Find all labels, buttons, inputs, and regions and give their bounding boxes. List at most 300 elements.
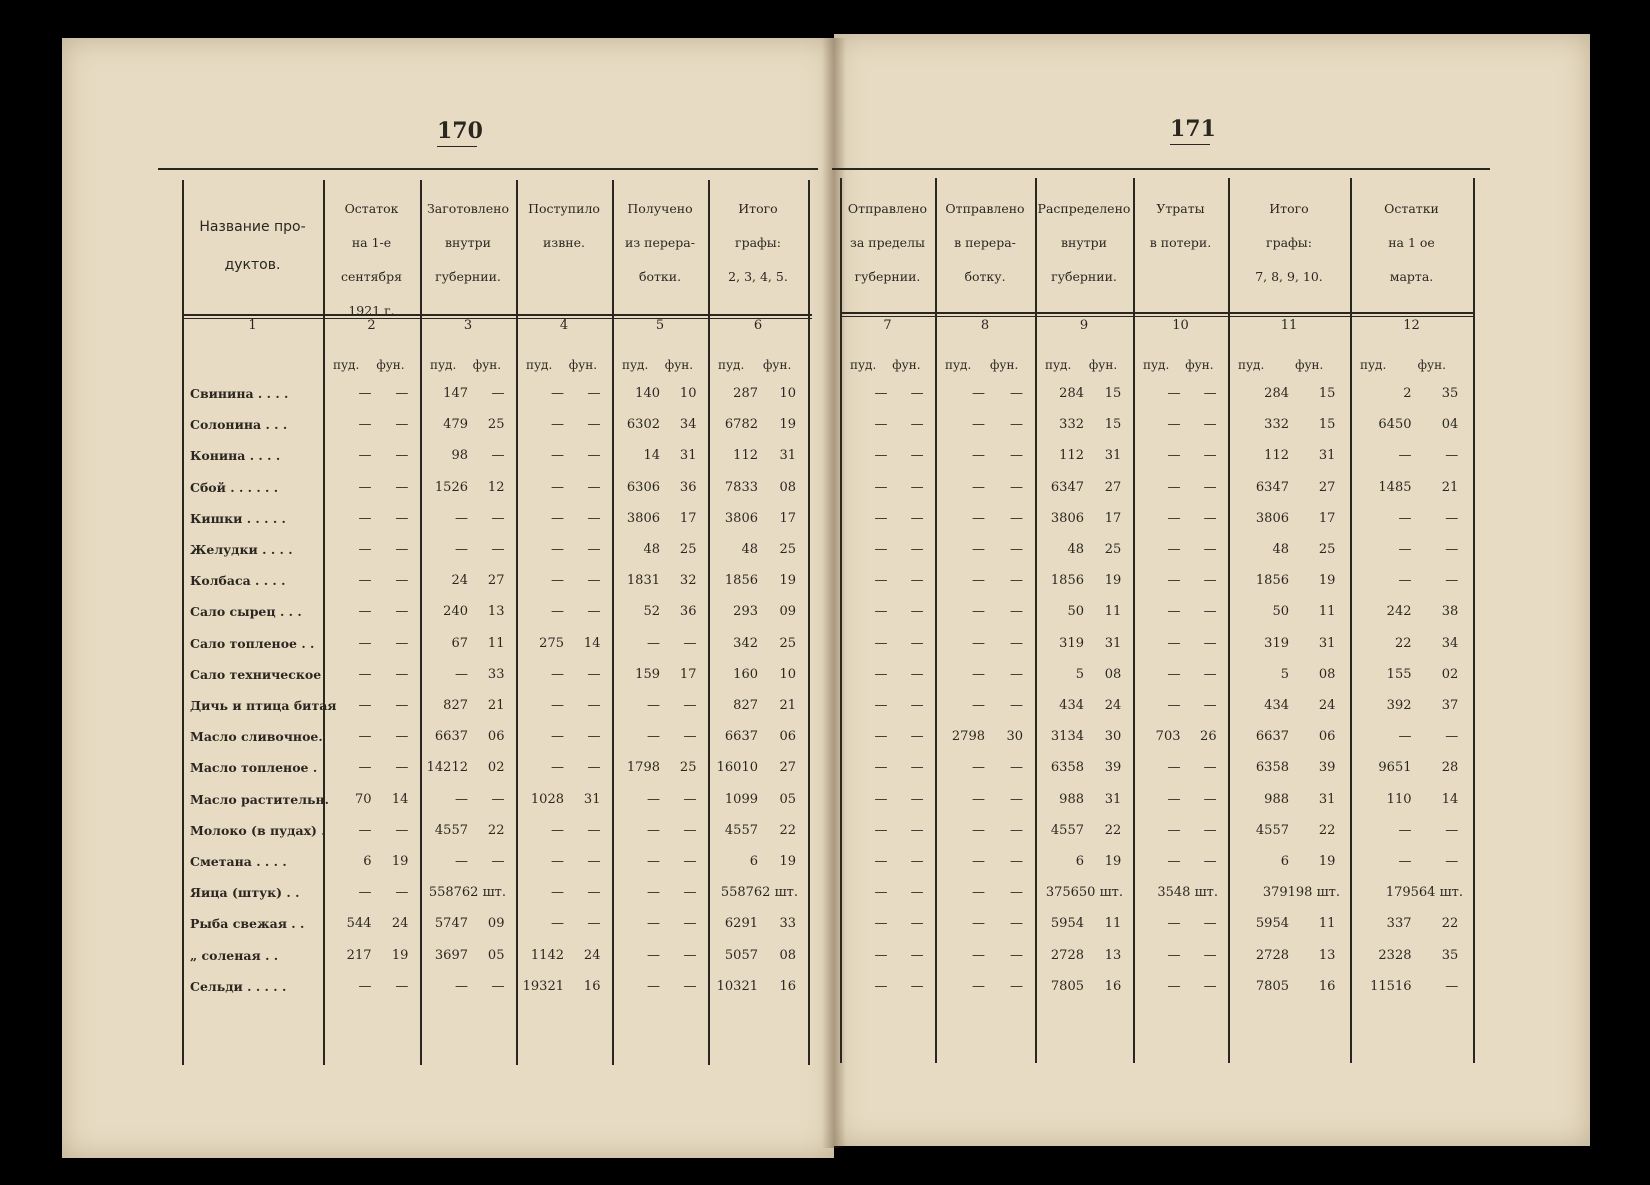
- column-rule-left-6: [808, 180, 810, 1065]
- cell-pud: —: [1167, 698, 1181, 713]
- cell-fun: —: [910, 386, 924, 401]
- cell-pud: 50: [1067, 604, 1084, 620]
- cell-fun: 34: [1441, 635, 1459, 651]
- cell-pud: 6347: [1255, 479, 1289, 495]
- cell-fun: —: [1445, 729, 1459, 745]
- cell-fun: 25: [779, 635, 796, 651]
- cell-pud: —: [972, 666, 985, 682]
- cell-fun: 24: [391, 916, 409, 932]
- cell-pud: 275: [539, 635, 564, 651]
- cell-fun: —: [587, 854, 601, 869]
- cell-fun: —: [1203, 791, 1217, 807]
- cell-fun: 35: [1441, 947, 1459, 963]
- cell-fun: —: [1010, 916, 1023, 932]
- cell-fun: 39: [1104, 760, 1122, 776]
- cell-pud: —: [972, 635, 985, 651]
- cell-pud: —: [1398, 448, 1412, 464]
- cell-pud: 112: [1059, 448, 1084, 464]
- cell-pud: —: [647, 635, 660, 651]
- cell-pud: —: [972, 947, 985, 963]
- cell-pud: —: [455, 854, 468, 869]
- cell-pud: 112: [733, 448, 758, 464]
- cell-pud: 6637: [1255, 729, 1289, 745]
- cell-pud: 217: [346, 947, 372, 963]
- cell-pud: 9651: [1378, 760, 1412, 776]
- cell-pud: —: [874, 698, 888, 713]
- cell-pud: —: [1167, 510, 1181, 526]
- cell-pud: 1831: [626, 573, 660, 589]
- cell-pud: 3806: [1255, 510, 1289, 526]
- cell-pud: —: [551, 417, 564, 433]
- cell-pud: 155: [1386, 666, 1412, 682]
- column-header-4: Поступило извне.: [528, 201, 600, 250]
- cell-fun: —: [1010, 760, 1023, 776]
- cell-pud: —: [1398, 729, 1412, 745]
- cell-pud: 147: [443, 386, 468, 401]
- cell-pud: —: [874, 666, 888, 682]
- cell-fun: 06: [1318, 729, 1336, 745]
- cell-fun: —: [1010, 822, 1023, 838]
- product-name: Масло растительн.: [190, 791, 330, 807]
- cell-pud: —: [358, 698, 372, 713]
- cell-pud: 5954: [1255, 916, 1289, 932]
- product-name: Колбаса . . . .: [190, 573, 286, 589]
- cell-pud: —: [972, 542, 985, 557]
- table-top-rule-left: [158, 168, 818, 170]
- cell-fun: —: [910, 510, 924, 526]
- column-number-12: 12: [1403, 318, 1420, 333]
- cell-pud: 1856: [724, 573, 758, 589]
- product-name: Сало техническое: [190, 666, 322, 682]
- cell-fun: 27: [1104, 479, 1122, 495]
- cell-fun: 19: [779, 417, 796, 433]
- cell-pud: 5: [1280, 666, 1289, 682]
- cell-fun: —: [1203, 448, 1217, 464]
- cell-fun: 19: [1104, 854, 1122, 869]
- cell-pud: —: [551, 916, 564, 932]
- cell-fun: —: [587, 698, 601, 713]
- cell-fun: —: [910, 729, 924, 745]
- cell-fun: 17: [679, 666, 697, 682]
- cell-pud: —: [551, 698, 564, 713]
- cell-fun: —: [683, 885, 697, 901]
- cell-fun: —: [1203, 386, 1217, 401]
- cell-pud: 6637: [434, 729, 468, 745]
- cell-pud: —: [874, 635, 888, 651]
- column-rule-left-2: [420, 180, 422, 1065]
- cell-pud: —: [551, 760, 564, 776]
- cell-pud: —: [972, 573, 985, 589]
- cell-pud: 5057: [724, 947, 758, 963]
- cell-fun: —: [587, 822, 601, 838]
- cell-pud: —: [358, 542, 372, 557]
- cell-fun: —: [1010, 791, 1023, 807]
- cell-pud: —: [647, 729, 660, 745]
- cell-fun: 19: [1318, 854, 1336, 869]
- cell-pud: —: [972, 760, 985, 776]
- table-top-rule-right: [832, 168, 1490, 170]
- cell-pud: 98: [451, 448, 468, 464]
- cell-pud: 827: [733, 698, 758, 713]
- cell-pud: —: [551, 542, 564, 557]
- product-name: Сельди . . . . .: [190, 978, 287, 994]
- cell-fun: —: [587, 573, 601, 589]
- cell-fun: —: [395, 978, 409, 994]
- cell-fun: —: [491, 542, 505, 557]
- cell-pud: 6: [363, 854, 372, 869]
- cell-fun: 22: [1104, 822, 1122, 838]
- unit-fun: фун.: [1185, 358, 1214, 372]
- cell-pud: 319: [1059, 635, 1084, 651]
- cell-fun: 31: [1318, 448, 1336, 464]
- unit-fun: фун.: [376, 358, 405, 372]
- column-rule-left-4: [612, 180, 614, 1065]
- cell-fun: —: [395, 417, 409, 433]
- cell-pud: 6291: [724, 916, 758, 932]
- cell-pud: —: [874, 573, 888, 589]
- product-name: Сбой . . . . . .: [190, 479, 279, 495]
- cell-pud: —: [1167, 604, 1181, 620]
- cell-fun: 33: [779, 916, 796, 932]
- cell-fun: —: [587, 760, 601, 776]
- cell-pud: —: [1167, 386, 1181, 401]
- column-number-10: 10: [1172, 318, 1189, 333]
- cell-pud: 52: [643, 604, 660, 620]
- cell-pud: —: [874, 854, 888, 869]
- cell-pud: —: [358, 604, 372, 620]
- cell-fun: 09: [487, 916, 505, 932]
- cell-pud: —: [551, 822, 564, 838]
- cell-pud: 337: [1386, 916, 1412, 932]
- page-number-right: 171: [1170, 116, 1216, 142]
- cell-pud: 50: [1272, 604, 1289, 620]
- cell-fun: —: [910, 542, 924, 557]
- cell-fun: —: [1203, 417, 1217, 433]
- column-rule-left-3: [516, 180, 518, 1065]
- cell-fun: 11: [1318, 916, 1336, 932]
- cell-pud: —: [874, 791, 888, 807]
- cell-fun: —: [1010, 479, 1023, 495]
- cell-fun: 31: [679, 448, 697, 464]
- cell-fun: 39: [1318, 760, 1336, 776]
- product-name: Солонина . . .: [190, 417, 288, 433]
- cell-fun: —: [683, 854, 697, 869]
- cell-fun: —: [910, 760, 924, 776]
- cell-fun: 12: [487, 479, 505, 495]
- cell-pud: —: [647, 698, 660, 713]
- unit-pud: пуд.: [850, 358, 877, 372]
- column-number-2: 2: [367, 318, 376, 333]
- cell-fun: 15: [1318, 417, 1336, 433]
- cell-fun: 05: [779, 791, 796, 807]
- cell-fun: 24: [1318, 698, 1336, 713]
- cell-pud: —: [874, 916, 888, 932]
- cell-pud: 1856: [1050, 573, 1084, 589]
- cell-pud: —: [972, 978, 985, 994]
- cell-fun: —: [395, 542, 409, 557]
- cell-fun: —: [910, 417, 924, 433]
- unit-pud: пуд.: [333, 358, 360, 372]
- header-bottom-rule-left: [182, 314, 812, 316]
- cell-pud: 988: [1264, 791, 1289, 807]
- cell-pud: —: [551, 666, 564, 682]
- cell-fun: —: [1010, 542, 1023, 557]
- cell-fun: —: [1203, 542, 1217, 557]
- cell-fun: 10: [779, 386, 796, 401]
- cell-pud: 2328: [1378, 947, 1412, 963]
- cell-pud: —: [972, 479, 985, 495]
- cell-fun: —: [1445, 542, 1459, 557]
- product-name: Масло топленое .: [190, 760, 318, 776]
- cell-fun: —: [1010, 573, 1023, 589]
- cell-fun: —: [395, 386, 409, 401]
- cell-value: 3548 шт.: [1157, 885, 1218, 901]
- column-number-9: 9: [1079, 318, 1089, 333]
- cell-fun: —: [1445, 510, 1459, 526]
- cell-pud: 284: [1264, 386, 1289, 401]
- cell-pud: 6358: [1050, 760, 1084, 776]
- cell-pud: 22: [1394, 635, 1412, 651]
- cell-pud: 1856: [1255, 573, 1289, 589]
- cell-fun: —: [491, 791, 505, 807]
- cell-fun: 16: [583, 978, 601, 994]
- cell-fun: —: [587, 479, 601, 495]
- cell-fun: 15: [1104, 417, 1122, 433]
- cell-fun: 28: [1441, 760, 1459, 776]
- cell-pud: —: [972, 822, 985, 838]
- cell-fun: —: [910, 822, 924, 838]
- cell-fun: —: [910, 573, 924, 589]
- cell-pud: —: [358, 479, 372, 495]
- cell-fun: 02: [487, 760, 505, 776]
- cell-value: 375650 шт.: [1045, 885, 1123, 901]
- cell-pud: —: [874, 947, 888, 963]
- cell-pud: 319: [1264, 635, 1289, 651]
- cell-fun: 08: [779, 947, 796, 963]
- cell-value: 558762 шт.: [428, 885, 506, 901]
- cell-fun: 17: [779, 510, 796, 526]
- cell-pud: —: [972, 916, 985, 932]
- cell-fun: —: [683, 791, 697, 807]
- cell-fun: 17: [1318, 510, 1336, 526]
- cell-pud: —: [455, 978, 468, 994]
- cell-fun: 14: [391, 791, 409, 807]
- cell-fun: 19: [391, 854, 409, 869]
- cell-fun: —: [395, 510, 409, 526]
- cell-fun: 25: [779, 542, 796, 557]
- product-name: Дичь и птица битая: [190, 698, 337, 713]
- cell-fun: 02: [1441, 666, 1459, 682]
- cell-pud: 3134: [1050, 729, 1084, 745]
- unit-pud: пуд.: [1143, 358, 1170, 372]
- cell-fun: —: [1203, 760, 1217, 776]
- cell-fun: 32: [679, 573, 697, 589]
- cell-fun: 14: [1441, 791, 1459, 807]
- cell-pud: —: [551, 510, 564, 526]
- cell-fun: 22: [779, 822, 796, 838]
- cell-fun: 16: [1104, 978, 1122, 994]
- unit-pud: пуд.: [1045, 358, 1072, 372]
- cell-fun: —: [395, 666, 409, 682]
- cell-fun: 11: [1104, 604, 1122, 620]
- cell-fun: 09: [779, 604, 796, 620]
- column-number-11: 11: [1280, 318, 1298, 333]
- cell-fun: —: [395, 760, 409, 776]
- cell-pud: 112: [1264, 448, 1289, 464]
- unit-fun: фун.: [763, 358, 792, 372]
- cell-pud: 6: [1280, 854, 1289, 869]
- cell-fun: —: [1203, 854, 1217, 869]
- column-header-8: Отправлено в перера- ботку.: [945, 201, 1025, 284]
- cell-pud: —: [1398, 542, 1412, 557]
- cell-fun: —: [910, 885, 924, 901]
- cell-pud: —: [551, 573, 564, 589]
- cell-pud: —: [358, 510, 372, 526]
- cell-pud: —: [1167, 666, 1181, 682]
- cell-fun: 11: [1318, 604, 1336, 620]
- cell-pud: —: [1167, 573, 1181, 589]
- cell-fun: 17: [679, 510, 697, 526]
- cell-fun: 04: [1441, 417, 1459, 433]
- cell-pud: —: [1167, 760, 1181, 776]
- cell-fun: 19: [1318, 573, 1336, 589]
- cell-pud: 48: [741, 542, 758, 557]
- cell-fun: —: [910, 479, 924, 495]
- cell-fun: —: [910, 698, 924, 713]
- cell-pud: —: [358, 978, 372, 994]
- unit-fun: фун.: [990, 358, 1019, 372]
- page-number-underline-right: [1170, 144, 1210, 145]
- cell-pud: —: [874, 604, 888, 620]
- cell-pud: 293: [733, 604, 758, 620]
- cell-pud: —: [455, 791, 468, 807]
- cell-fun: 22: [1441, 916, 1459, 932]
- page-number-left: 170: [437, 118, 483, 144]
- cell-pud: 827: [443, 698, 468, 713]
- cell-pud: 2: [1403, 386, 1412, 401]
- product-name: Сало топленое . .: [190, 635, 315, 651]
- cell-fun: —: [683, 978, 697, 994]
- cell-pud: —: [874, 417, 888, 433]
- cell-pud: 14212: [426, 760, 468, 776]
- unit-pud: пуд.: [1360, 358, 1387, 372]
- cell-fun: —: [491, 978, 505, 994]
- column-rule-right-6: [1473, 178, 1475, 1063]
- cell-fun: —: [395, 729, 409, 745]
- cell-fun: —: [1010, 448, 1023, 464]
- cell-fun: —: [1445, 822, 1459, 838]
- product-name: Сметана . . . .: [190, 854, 287, 869]
- cell-pud: 287: [733, 386, 758, 401]
- cell-pud: —: [551, 386, 564, 401]
- cell-fun: 10: [679, 386, 697, 401]
- cell-fun: 16: [1318, 978, 1336, 994]
- cell-pud: —: [551, 448, 564, 464]
- cell-fun: 13: [1318, 947, 1336, 963]
- cell-fun: —: [395, 604, 409, 620]
- cell-pud: 48: [1272, 542, 1289, 557]
- cell-pud: 3806: [724, 510, 758, 526]
- product-name: Желудки . . . .: [190, 542, 293, 557]
- cell-fun: 26: [1200, 729, 1217, 745]
- cell-pud: 332: [1059, 417, 1084, 433]
- cell-fun: 25: [679, 542, 697, 557]
- cell-pud: —: [551, 604, 564, 620]
- cell-pud: 6347: [1050, 479, 1084, 495]
- cell-pud: —: [874, 510, 888, 526]
- cell-fun: 38: [1441, 604, 1459, 620]
- cell-pud: 2728: [1050, 947, 1084, 963]
- cell-fun: 05: [487, 947, 505, 963]
- cell-pud: —: [874, 448, 888, 464]
- cell-fun: —: [491, 448, 505, 464]
- cell-pud: —: [647, 947, 660, 963]
- cell-pud: —: [972, 791, 985, 807]
- cell-pud: —: [358, 729, 372, 745]
- cell-fun: 25: [1318, 542, 1336, 557]
- cell-fun: 19: [391, 947, 409, 963]
- cell-pud: —: [1167, 448, 1181, 464]
- unit-fun: фун.: [892, 358, 921, 372]
- cell-pud: 24: [451, 573, 468, 589]
- cell-fun: —: [587, 916, 601, 932]
- cell-fun: —: [683, 822, 697, 838]
- cell-pud: —: [874, 885, 888, 901]
- cell-fun: —: [910, 448, 924, 464]
- product-name: Яица (штук) . .: [190, 885, 300, 901]
- cell-pud: —: [1398, 822, 1412, 838]
- cell-pud: 4557: [724, 822, 758, 838]
- column-number-4: 4: [559, 318, 569, 333]
- column-header-1: Название про- дуктов.: [199, 219, 306, 273]
- unit-fun: фун.: [664, 358, 694, 372]
- cell-pud: 284: [1059, 386, 1084, 401]
- cell-pud: 48: [643, 542, 660, 557]
- cell-pud: —: [874, 822, 888, 838]
- cell-fun: 21: [1441, 479, 1459, 495]
- cell-pud: —: [972, 510, 985, 526]
- cell-value: 379198 шт.: [1262, 885, 1340, 901]
- cell-fun: 37: [1441, 698, 1459, 713]
- cell-fun: —: [1203, 479, 1217, 495]
- cell-fun: —: [587, 666, 601, 682]
- cell-fun: 06: [487, 729, 505, 745]
- cell-fun: —: [395, 822, 409, 838]
- cell-pud: 3806: [1050, 510, 1084, 526]
- cell-fun: —: [1203, 916, 1217, 932]
- cell-pud: —: [972, 885, 985, 901]
- cell-pud: 67: [451, 635, 468, 651]
- page-number-underline-left: [437, 146, 477, 147]
- unit-pud: пуд.: [526, 358, 553, 372]
- cell-fun: 17: [1104, 510, 1122, 526]
- column-number-1: 1: [248, 318, 257, 333]
- cell-pud: —: [972, 854, 985, 869]
- cell-pud: —: [551, 854, 564, 869]
- cell-fun: —: [910, 947, 924, 963]
- cell-pud: —: [1167, 479, 1181, 495]
- cell-fun: 31: [1104, 635, 1122, 651]
- cell-pud: 10321: [716, 978, 758, 994]
- column-number-8: 8: [980, 318, 990, 333]
- cell-fun: —: [1203, 604, 1217, 620]
- cell-fun: —: [1010, 386, 1023, 401]
- cell-fun: 30: [1006, 729, 1023, 745]
- cell-fun: —: [1010, 854, 1023, 869]
- column-header-3: Заготовлено внутри губернии.: [427, 201, 509, 284]
- cell-fun: 22: [487, 822, 505, 838]
- cell-pud: 1099: [724, 791, 758, 807]
